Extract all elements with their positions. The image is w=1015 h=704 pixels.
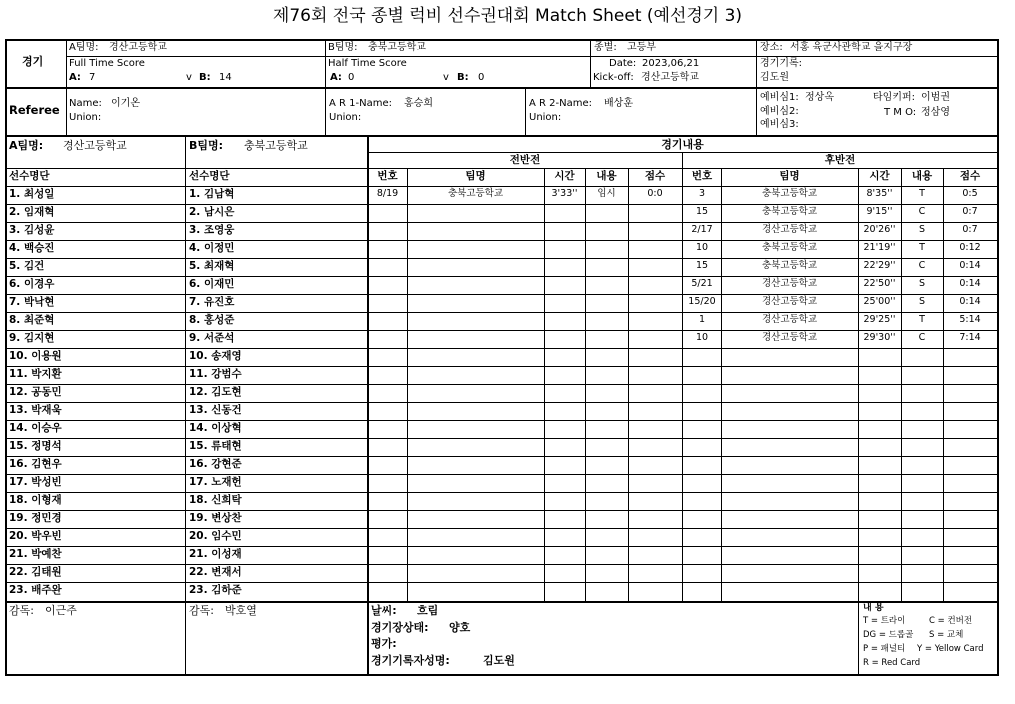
player-b: 10. 송재영 xyxy=(189,350,242,362)
coach-a: 이근주 xyxy=(45,604,77,617)
roster-a-team: 경산고등학교 xyxy=(63,139,127,152)
second-half-cell: 충북고등학교 xyxy=(761,260,818,271)
player-b: 19. 변상찬 xyxy=(189,512,242,524)
player-b: 11. 강범수 xyxy=(189,368,242,380)
player-b: 2. 남시은 xyxy=(189,206,235,218)
second-half-cell: 0:7 xyxy=(962,224,978,235)
recorder: 김도원 xyxy=(760,72,789,83)
date: 2023,06,21 xyxy=(642,58,700,69)
second-half-cell: 충북고등학교 xyxy=(761,188,818,199)
tmo: 정삼영 xyxy=(921,107,950,118)
ar2-name: 배상훈 xyxy=(604,98,633,109)
second-half-cell: 0:7 xyxy=(962,206,978,217)
player-a: 1. 최성일 xyxy=(9,188,55,200)
player-a: 16. 김현우 xyxy=(9,458,62,470)
coach-a-label: 감독: xyxy=(9,604,34,617)
ft-b-label: B: xyxy=(199,72,211,83)
second-half-cell: 15/20 xyxy=(688,296,716,307)
venue-label: 장소: xyxy=(760,42,783,53)
second-half-cell: 10 xyxy=(695,332,709,343)
player-a: 17. 박성빈 xyxy=(9,476,62,488)
player-a: 15. 정명석 xyxy=(9,440,62,452)
second-half-cell: 25'00'' xyxy=(863,296,896,307)
ht-v: v xyxy=(443,72,449,83)
division-label: 종별: xyxy=(594,42,617,53)
player-a: 12. 공동민 xyxy=(9,386,62,398)
roster-b-label: B팀명: xyxy=(189,139,224,152)
full-time-label: Full Time Score xyxy=(69,58,145,69)
player-b: 4. 이정민 xyxy=(189,242,235,254)
roster-b-team: 충북고등학교 xyxy=(244,139,308,152)
division: 고등부 xyxy=(627,42,656,53)
second-half-cell: 21'19'' xyxy=(863,242,896,253)
player-b: 1. 김남혁 xyxy=(189,188,235,200)
player-a: 6. 이경우 xyxy=(9,278,55,290)
legend-item: P = 패널티 xyxy=(863,644,906,654)
weather-label: 날씨: xyxy=(371,604,397,617)
legend-item: T = 트라이 xyxy=(863,616,906,626)
second-half-cell: T xyxy=(919,242,925,253)
second-half-col-header: 점수 xyxy=(959,170,981,182)
second-half-cell: T xyxy=(919,314,925,325)
recorder-sign-label: 경기기록자성명: xyxy=(371,654,450,667)
ft-a-score: 7 xyxy=(89,72,96,83)
second-half-cell: 경산고등학교 xyxy=(761,224,818,235)
reserve1: 정상옥 xyxy=(805,92,834,103)
second-half-cell: 20'26'' xyxy=(863,224,896,235)
second-half-cell: 29'30'' xyxy=(863,332,896,343)
legend-item: DG = 드롭골 xyxy=(863,630,914,640)
game-label: 경기 xyxy=(22,55,44,68)
first-half-cell: 임시 xyxy=(597,188,616,199)
second-half-cell: 7:14 xyxy=(959,332,981,343)
ht-a-label: A: xyxy=(330,72,342,83)
legend-item: R = Red Card xyxy=(863,658,921,668)
player-a: 21. 박예찬 xyxy=(9,548,62,560)
second-half-cell: 5/21 xyxy=(691,278,713,289)
player-a: 7. 박낙현 xyxy=(9,296,55,308)
match-header: 경기내용 xyxy=(661,138,704,151)
player-b: 9. 서준석 xyxy=(189,332,235,344)
first-half-col-header: 시간 xyxy=(554,170,575,182)
team-a-label: A팀명: xyxy=(69,42,99,53)
first-half-col-header: 점수 xyxy=(644,170,666,182)
player-a: 19. 정민경 xyxy=(9,512,62,524)
player-a: 5. 김건 xyxy=(9,260,45,272)
second-half-cell: 1 xyxy=(698,314,706,325)
date-label: Date: xyxy=(609,58,637,69)
player-a: 20. 박우빈 xyxy=(9,530,62,542)
player-b: 7. 유진호 xyxy=(189,296,235,308)
ar1-label: A R 1-Name: xyxy=(329,98,392,109)
ar2-union-label: Union: xyxy=(529,112,562,123)
second-half-cell: 경산고등학교 xyxy=(761,314,818,325)
roster-b-header: 선수명단 xyxy=(189,170,230,182)
ar2-label: A R 2-Name: xyxy=(529,98,592,109)
first-half-cell: 3'33'' xyxy=(551,188,578,199)
second-half-cell: 2/17 xyxy=(691,224,713,235)
kickoff: 경산고등학교 xyxy=(641,72,699,83)
player-a: 14. 이승우 xyxy=(9,422,62,434)
second-half-cell: S xyxy=(918,224,926,235)
ref-name: 이기온 xyxy=(111,98,140,109)
first-half-col-header: 내용 xyxy=(596,170,617,182)
second-half-cell: S xyxy=(918,278,926,289)
second-half-cell: 0:12 xyxy=(959,242,981,253)
second-half-header: 후반전 xyxy=(824,154,856,166)
field-label: 경기장상태: xyxy=(371,621,429,634)
player-b: 21. 이성재 xyxy=(189,548,242,560)
reserve2-label: 예비심2: xyxy=(760,106,799,117)
eval-label: 평가: xyxy=(371,637,397,650)
player-a: 11. 박지환 xyxy=(9,368,62,380)
player-b: 8. 홍성준 xyxy=(189,314,235,326)
player-a: 13. 박재욱 xyxy=(9,404,62,416)
roster-a-label: A팀명: xyxy=(9,139,44,152)
second-half-cell: 경산고등학교 xyxy=(761,296,818,307)
ref-name-label: Name: xyxy=(69,98,102,109)
player-b: 23. 김하준 xyxy=(189,584,242,596)
first-half-header: 전반전 xyxy=(509,154,541,166)
player-b: 6. 이재민 xyxy=(189,278,235,290)
second-half-cell: 0:14 xyxy=(959,260,981,271)
player-b: 22. 변재서 xyxy=(189,566,242,578)
second-half-cell: 충북고등학교 xyxy=(761,242,818,253)
first-half-col-header: 팀명 xyxy=(465,170,486,182)
reserve3-label: 예비심3: xyxy=(760,119,799,130)
player-a: 3. 김성윤 xyxy=(9,224,55,236)
legend-item: Y = Yellow Card xyxy=(917,644,984,654)
legend-title: 내 용 xyxy=(863,603,884,613)
player-b: 20. 임수민 xyxy=(189,530,242,542)
player-b: 14. 이상혁 xyxy=(189,422,242,434)
weather: 흐림 xyxy=(417,604,439,617)
first-half-cell: 0:0 xyxy=(647,188,663,199)
roster-a-header: 선수명단 xyxy=(9,170,50,182)
legend-item: C = 컨버전 xyxy=(929,616,973,626)
player-a: 2. 임재혁 xyxy=(9,206,55,218)
second-half-cell: 0:5 xyxy=(962,188,978,199)
second-half-cell: T xyxy=(919,188,925,199)
team-a-name: 경산고등학교 xyxy=(109,42,167,53)
ft-a-label: A: xyxy=(69,72,81,83)
recorder-sign: 김도원 xyxy=(483,654,515,667)
second-half-cell: 경산고등학교 xyxy=(761,278,818,289)
ar1-name: 홍승희 xyxy=(404,98,433,109)
coach-b: 박호열 xyxy=(225,604,257,617)
second-half-cell: 0:14 xyxy=(959,296,981,307)
legend-item: S = 교체 xyxy=(929,630,964,640)
venue: 서홍 육군사관학교 을지구장 xyxy=(790,42,913,53)
second-half-cell: C xyxy=(918,260,926,271)
field-condition: 양호 xyxy=(449,621,471,634)
second-half-cell: 22'50'' xyxy=(863,278,896,289)
player-a: 4. 백승진 xyxy=(9,242,55,254)
second-half-cell: 3 xyxy=(698,188,706,199)
ht-a-score: 0 xyxy=(348,72,355,83)
recorder-label: 경기기록: xyxy=(760,58,803,69)
player-b: 16. 강현준 xyxy=(189,458,242,470)
ht-b-score: 0 xyxy=(478,72,485,83)
tmo-label: T M O: xyxy=(884,107,917,118)
second-half-col-header: 시간 xyxy=(869,170,890,182)
second-half-col-header: 번호 xyxy=(691,170,713,182)
timekeeper-label: 타임키퍼: xyxy=(873,92,916,103)
team-b-label: B팀명: xyxy=(328,42,358,53)
timekeeper: 이범권 xyxy=(921,92,950,103)
second-half-cell: 15 xyxy=(695,206,709,217)
half-time-label: Half Time Score xyxy=(328,58,407,69)
ft-b-score: 14 xyxy=(219,72,232,83)
second-half-cell: 22'29'' xyxy=(863,260,896,271)
second-half-cell: C xyxy=(918,332,926,343)
player-a: 23. 배주완 xyxy=(9,584,62,596)
ar1-union-label: Union: xyxy=(329,112,362,123)
player-b: 18. 신희탁 xyxy=(189,494,242,506)
player-b: 13. 신동건 xyxy=(189,404,242,416)
second-half-cell: S xyxy=(918,296,926,307)
second-half-cell: 5:14 xyxy=(959,314,981,325)
player-a: 22. 김태원 xyxy=(9,566,62,578)
second-half-cell: 0:14 xyxy=(959,278,981,289)
player-a: 9. 김지현 xyxy=(9,332,55,344)
ft-v: v xyxy=(186,72,192,83)
player-b: 17. 노재헌 xyxy=(189,476,242,488)
second-half-cell: 15 xyxy=(695,260,709,271)
page-title: 제76회 전국 종별 럭비 선수권대회 Match Sheet (예선경기 3) xyxy=(272,6,743,26)
player-b: 5. 최재혁 xyxy=(189,260,235,272)
player-b: 15. 류태현 xyxy=(189,440,242,452)
second-half-cell: 29'25'' xyxy=(863,314,896,325)
second-half-cell: 충북고등학교 xyxy=(761,206,818,217)
referee-label: Referee xyxy=(9,103,60,117)
player-a: 10. 이용원 xyxy=(9,350,62,362)
kickoff-label: Kick-off: xyxy=(593,72,634,83)
second-half-col-header: 내용 xyxy=(911,170,933,182)
ref-union-label: Union: xyxy=(69,112,102,123)
player-b: 12. 김도현 xyxy=(189,386,242,398)
first-half-cell: 8/19 xyxy=(376,188,399,199)
team-b-name: 충북고등학교 xyxy=(368,42,426,53)
second-half-cell: 10 xyxy=(695,242,709,253)
second-half-col-header: 팀명 xyxy=(779,170,800,182)
player-b: 3. 조영웅 xyxy=(189,224,235,236)
reserve1-label: 예비심1: xyxy=(760,92,799,103)
first-half-cell: 충북고등학교 xyxy=(447,188,504,199)
first-half-col-header: 번호 xyxy=(377,170,398,182)
second-half-cell: 경산고등학교 xyxy=(761,332,818,343)
coach-b-label: 감독: xyxy=(189,604,214,617)
second-half-cell: 8'35'' xyxy=(866,188,893,199)
second-half-cell: C xyxy=(918,206,926,217)
player-a: 18. 이형재 xyxy=(9,494,62,506)
player-a: 8. 최준혁 xyxy=(9,314,55,326)
ht-b-label: B: xyxy=(457,72,469,83)
second-half-cell: 9'15'' xyxy=(866,206,893,217)
